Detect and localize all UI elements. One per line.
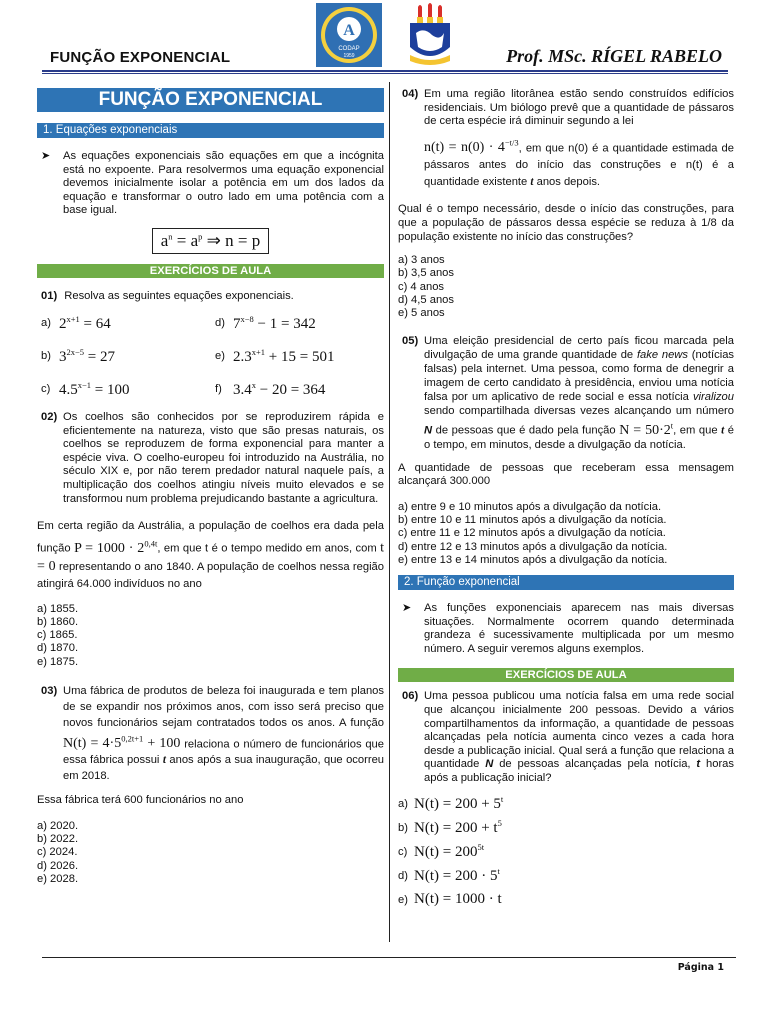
q05: 05) Uma eleição presidencial de certo país ficou marcada pela divulgação de uma grande quantidade de fake news (notícias falsas) pela internet. Uma pessoa, como forma de denegrir a imagem de certo candidato à presidência, enviou uma notícia falsa por um aplicativo de rede social e essa notícia viralizou sendo compartilhada diversas vezes alcançando um número N de pessoas que é dado pela função $N = 50\cdot 2^t$, em que t é o tempo, em minutos, desde a divulgação da notícia. [402, 335, 735, 451]
logo-text: CODAP [338, 46, 360, 52]
right-column [398, 88, 734, 912]
q06-option[interactable]: d) $N(t) = 200 \cdot 5^t$ [398, 866, 500, 885]
q04-option[interactable]: b) 3,5 anos [398, 267, 454, 280]
arrow-bullet-icon: ➤ [402, 602, 412, 615]
q05-option[interactable]: d) entre 12 e 13 minutos após a divulgação da notícia. [398, 540, 668, 553]
logo-letter: A [343, 22, 355, 39]
q03-question: Essa fábrica terá 600 funcionários no ano [37, 794, 244, 807]
q02-option[interactable]: c) 1865. [37, 629, 78, 642]
header-teacher: Prof. MSc. RÍGEL RABELO [506, 46, 722, 66]
q03-options [37, 820, 384, 886]
exercises-header-2: EXERCÍCIOS DE AULA [398, 668, 734, 682]
q01 [37, 290, 384, 302]
header-subject: FUNÇÃO EXPONENCIAL [50, 49, 231, 66]
q04-option[interactable]: e) 5 anos [398, 307, 445, 320]
q02-context: Em certa região da Austrália, a população de coelhos era dada pela função $P = 1000 \cdot 2^{0,4t}$, em que t é o tempo medido em anos, com t = 0 representando o ano 1840. A população de coelhos nessa região atingirá 64.000 indivíduos no ano [37, 520, 385, 590]
section-heading-2: 2. Função exponencial [398, 575, 734, 590]
q05-option[interactable]: a) entre 9 e 10 minutos após a divulgação da notícia. [398, 501, 662, 514]
q03-option[interactable]: e) 2028. [37, 872, 79, 885]
q03-option[interactable]: c) 2024. [37, 846, 78, 859]
q02-options [37, 603, 384, 669]
q01-item-d: d) $7^{x-8} - 1 = 342$ [215, 313, 316, 332]
q03-number: 03) [41, 684, 58, 697]
page-number: Página 1 [677, 962, 724, 973]
q06-option[interactable]: b) $N(t) = 200 + t^5$ [398, 818, 502, 837]
q05-options [398, 501, 734, 567]
intro-paragraph: ➤ As equações exponenciais são equações em que a incógnita está no expoente. Para resolvermos uma equação exponencial devemos inicialmente isolar a potência em um dos lados da equação e transformar o outro lado em uma potência com a base igual. [41, 150, 384, 217]
q04-continued: $n(t) = n(0) \cdot 4^{-t/3}$, em que n(0) é a quantidade estimada de pássaros antes do início das construções e n(t) é a quantidade existente t anos depois. [424, 137, 734, 189]
q02-option[interactable]: d) 1870. [37, 642, 79, 655]
q02-t-zero: t = 0 [37, 540, 385, 574]
q04-option[interactable]: c) 4 anos [398, 280, 445, 293]
q05-option[interactable]: e) entre 13 e 14 minutos após a divulgação da notícia. [398, 553, 668, 566]
q04-options [398, 254, 734, 320]
rule-formula: $a^n = a^p$ ⇒ n = p [37, 228, 384, 254]
q05-number: 05) [402, 335, 419, 348]
codap-logo [316, 3, 382, 67]
q01-item-f: f) $3.4^x - 20 = 364$ [215, 379, 326, 398]
q05-option[interactable]: c) entre 11 e 12 minutos após a divulgação da notícia. [398, 527, 666, 540]
q04-option[interactable]: d) 4,5 anos [398, 293, 454, 306]
page-title: FUNÇÃO EXPONENCIAL [37, 88, 384, 112]
header-rule [42, 70, 728, 72]
q06: 06) Uma pessoa publicou uma notícia falsa em uma rede social que alcançou inicialmente 200 pessoas. Devido a vários compartilhamentos da informação, a quantidade de pessoas alcançadas pela notícia aumenta cinco vezes a cada hora desde a publicação inicial. Qual será a função que relaciona a quantidade N de pessoas alcançadas pela notícia, t horas após a publicação inicial? [402, 690, 734, 785]
q06-option[interactable]: c) $N(t) = 200^{5t}$ [398, 842, 485, 861]
q03: 03) Uma fábrica de produtos de beleza foi inaugurada e tem planos de se expandir nos próximos anos, com isso será preciso que novos funcionários sejam contratados todos os anos. A função $N(t) = 4\cdot 5^{0,2t+1} + 100$ relaciona o número de funcionários que essa fábrica possui t anos após a sua inauguração, que ocorreu em 2018. [41, 684, 385, 783]
q01-item-b: b) $3^{2x-5} = 27$ [41, 346, 116, 365]
arrow-bullet-icon: ➤ [41, 150, 51, 162]
q03-function: $N(t) = 4\cdot 5^{0,2t+1} + 100$ [63, 733, 181, 752]
university-crest-icon [404, 3, 456, 67]
q05-option[interactable]: b) entre 10 e 11 minutos após a divulgação da notícia. [398, 514, 667, 527]
q02-text: Os coelhos são conhecidos por se reproduzirem rápida e eficientemente na natureza, visto que são presas naturais, os coelhos se reproduzem de forma exponencial para manter a espécie viva. O coelho-europeu foi introduzido na Austrália, no século XIX e, por não terem predador natural naquele país, a multiplicação dos coelhos atingiu níveis muito elevados e se transformou num problema prejudicando bastante a agricultura. [63, 410, 384, 505]
column-divider [389, 82, 390, 942]
q02-number: 02) [41, 410, 58, 423]
section-heading-1: 1. Equações exponenciais [37, 123, 384, 138]
q02-option[interactable]: a) 1855. [37, 602, 79, 615]
q01-item-a: a) $2^{x+1} = 64$ [41, 313, 111, 332]
left-column [37, 86, 384, 886]
q03-option[interactable]: b) 2022. [37, 833, 79, 846]
q04-question: Qual é o tempo necessário, desde o início das construções, para que a população de pássaros dessa espécie se reduza à 1/8 da população existente no início das construções? [398, 203, 734, 243]
exercises-header: EXERCÍCIOS DE AULA [37, 264, 384, 278]
q04-function: $n(t) = n(0) \cdot 4^{-t/3}$ [424, 137, 519, 156]
footer-rule [42, 957, 736, 958]
q01-text: Resolva as seguintes equações exponenciais. [64, 289, 294, 302]
q06-options [398, 792, 734, 912]
q01-item-c: c) $4.5^{x-1} = 100$ [41, 379, 130, 398]
q05-function: $N = 50\cdot 2^t$ [619, 420, 674, 438]
q03-option[interactable]: a) 2020. [37, 820, 79, 833]
q01-item-e: e) $2.3^{x+1} + 15 = 501$ [215, 346, 335, 365]
q02-option[interactable]: e) 1875. [37, 655, 79, 668]
q04-number: 04) [402, 88, 419, 100]
logo-year: 1959 [343, 53, 355, 59]
intro-paragraph-2: ➤ As funções exponenciais aparecem nas mais diversas situações. Normalmente ocorrem quando determinada grandeza é sucessivamente multiplicada por um mesmo número. A seguir veremos alguns exemplos. [402, 602, 734, 655]
page-header [0, 0, 768, 80]
q02-option[interactable]: b) 1860. [37, 615, 79, 628]
header-rule-thin [42, 73, 728, 74]
q02 [37, 411, 384, 506]
q04-option[interactable]: a) 3 anos [398, 254, 445, 267]
q01-equations [37, 314, 384, 399]
q01-number: 01) [41, 289, 58, 302]
q05-question: A quantidade de pessoas que receberam essa mensagem alcançará 300.000 [398, 461, 734, 488]
q04: 04) Em uma região litorânea estão sendo construídos edifícios residenciais. Um biólogo prevê que a quantidade de pássaros de certa espécie irá diminuir segundo a lei [402, 88, 734, 128]
q06-number: 06) [402, 690, 419, 703]
q03-option[interactable]: d) 2026. [37, 859, 79, 872]
q06-option[interactable]: a) $N(t) = 200 + 5^t$ [398, 794, 504, 813]
q06-option[interactable]: e) N(t) = 1000 · t [398, 891, 502, 908]
q02-function: $P = 1000 \cdot 2^{0,4t}$ [74, 538, 158, 556]
